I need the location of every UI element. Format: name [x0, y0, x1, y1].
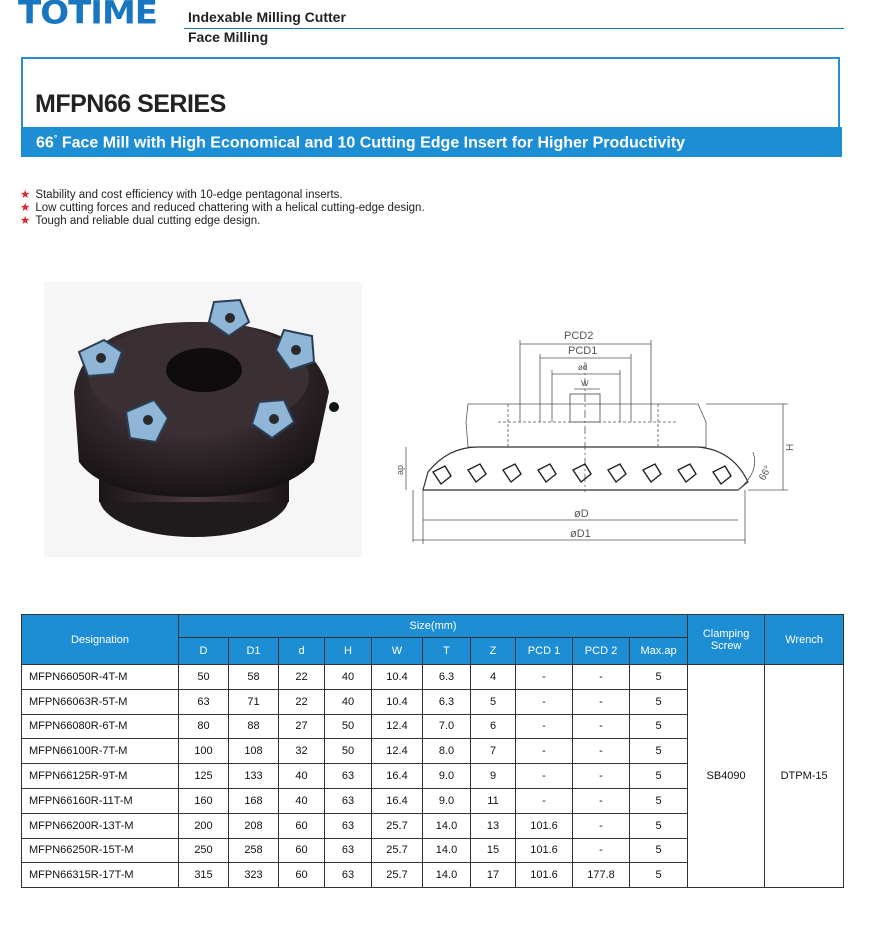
size-cell: 9.0: [423, 764, 471, 789]
brand-divider: [184, 28, 844, 29]
designation-cell: MFPN66315R-17T-M: [22, 863, 179, 888]
size-cell: 60: [279, 813, 325, 838]
size-cell: 9.0: [423, 788, 471, 813]
wrench-cell: DTPM-15: [765, 665, 844, 888]
col-header: Max.ap: [630, 638, 688, 665]
size-cell: 63: [325, 813, 372, 838]
size-cell: -: [516, 689, 573, 714]
size-cell: -: [573, 813, 630, 838]
size-cell: 7.0: [423, 714, 471, 739]
size-cell: 58: [229, 665, 279, 690]
angle-label: 66°: [757, 463, 775, 483]
D1-label: øD1: [570, 528, 591, 540]
size-cell: 63: [325, 764, 372, 789]
size-cell: -: [516, 788, 573, 813]
size-cell: 258: [229, 838, 279, 863]
size-cell: -: [573, 689, 630, 714]
size-cell: 63: [325, 788, 372, 813]
col-header: d: [279, 638, 325, 665]
designation-cell: MFPN66080R-6T-M: [22, 714, 179, 739]
col-header: H: [325, 638, 372, 665]
size-cell: -: [573, 764, 630, 789]
size-cell: 315: [179, 863, 229, 888]
feature-text: Low cutting forces and reduced chattering with a helical cutting-edge design.: [35, 202, 425, 214]
size-cell: 5: [630, 739, 688, 764]
feature-text: Tough and reliable dual cutting edge design.: [35, 215, 261, 227]
size-cell: -: [516, 714, 573, 739]
size-cell: -: [573, 714, 630, 739]
size-cell: 50: [179, 665, 229, 690]
size-cell: 100: [179, 739, 229, 764]
size-cell: 88: [229, 714, 279, 739]
size-cell: 6: [471, 714, 516, 739]
w-label: W: [581, 379, 589, 388]
size-cell: 12.4: [372, 739, 423, 764]
series-subtitle: 66° Face Mill with High Economical and 10 Cutting Edge Insert for Higher Productivity: [36, 133, 686, 152]
brand-line-1: Indexable Milling Cutter: [188, 9, 346, 25]
h-label: H: [785, 443, 796, 451]
size-cell: 40: [279, 764, 325, 789]
size-cell: -: [573, 739, 630, 764]
size-cell: -: [573, 838, 630, 863]
size-cell: 5: [630, 838, 688, 863]
series-subtitle-text: Face Mill with High Economical and 10 Cutting Edge Insert for Higher Productivity: [57, 134, 686, 152]
size-cell: 15: [471, 838, 516, 863]
pcd2-label: PCD2: [564, 330, 594, 342]
size-cell: 60: [279, 838, 325, 863]
size-cell: 108: [229, 739, 279, 764]
size-cell: 63: [179, 689, 229, 714]
technical-drawing: [388, 322, 808, 552]
size-cell: 8.0: [423, 739, 471, 764]
size-cell: 22: [279, 665, 325, 690]
size-cell: -: [573, 788, 630, 813]
size-cell: 10.4: [372, 689, 423, 714]
designation-cell: MFPN66125R-9T-M: [22, 764, 179, 789]
size-cell: 10.4: [372, 665, 423, 690]
series-angle: 66: [36, 134, 54, 152]
clamping-header: Clamping Screw: [688, 615, 765, 665]
wrench-header: Wrench: [765, 615, 844, 665]
size-header: Size(mm): [179, 615, 688, 638]
spec-table-body: [22, 665, 844, 888]
size-cell: 80: [179, 714, 229, 739]
feature-item: [20, 189, 425, 202]
size-cell: 22: [279, 689, 325, 714]
brand-logo: TOTIME: [18, 0, 157, 32]
product-photo: [44, 282, 362, 557]
size-cell: 7: [471, 739, 516, 764]
star-icon: ★: [20, 189, 31, 201]
D-label: øD: [574, 508, 589, 520]
clamping-screw-cell: SB4090: [688, 665, 765, 888]
col-header: D: [179, 638, 229, 665]
size-cell: 25.7: [372, 813, 423, 838]
size-cell: 60: [279, 863, 325, 888]
col-header: T: [423, 638, 471, 665]
size-cell: -: [516, 764, 573, 789]
col-header: PCD 2: [573, 638, 630, 665]
designation-cell: MFPN66200R-13T-M: [22, 813, 179, 838]
d-label: ød: [578, 363, 588, 372]
feature-text: Stability and cost efficiency with 10-edge pentagonal inserts.: [35, 189, 343, 201]
series-title: MFPN66 SERIES: [35, 90, 226, 118]
size-cell: -: [573, 665, 630, 690]
designation-cell: MFPN66160R-11T-M: [22, 788, 179, 813]
size-cell: 27: [279, 714, 325, 739]
size-cell: -: [516, 739, 573, 764]
designation-cell: MFPN66100R-7T-M: [22, 739, 179, 764]
size-cell: 13: [471, 813, 516, 838]
star-icon: ★: [20, 215, 31, 227]
size-cell: -: [516, 665, 573, 690]
pcd1-label: PCD1: [568, 345, 598, 357]
size-cell: 200: [179, 813, 229, 838]
size-cell: 5: [471, 689, 516, 714]
size-cell: 323: [229, 863, 279, 888]
col-header: W: [372, 638, 423, 665]
size-cell: 14.0: [423, 813, 471, 838]
size-cell: 168: [229, 788, 279, 813]
size-cell: 40: [325, 689, 372, 714]
size-cell: 25.7: [372, 863, 423, 888]
size-cell: 101.6: [516, 863, 573, 888]
size-cell: 50: [325, 739, 372, 764]
size-cell: 16.4: [372, 788, 423, 813]
brand-line-2: Face Milling: [188, 29, 269, 45]
spec-table: [21, 614, 844, 888]
size-cell: 9: [471, 764, 516, 789]
size-cell: 6.3: [423, 689, 471, 714]
designation-cell: MFPN66050R-4T-M: [22, 665, 179, 690]
size-cell: 5: [630, 764, 688, 789]
designation-cell: MFPN66250R-15T-M: [22, 838, 179, 863]
feature-item: [20, 215, 425, 228]
size-cell: 5: [630, 689, 688, 714]
size-cell: 63: [325, 838, 372, 863]
designation-cell: MFPN66063R-5T-M: [22, 689, 179, 714]
size-cell: 177.8: [573, 863, 630, 888]
size-cell: 32: [279, 739, 325, 764]
col-header: PCD 1: [516, 638, 573, 665]
size-cell: 250: [179, 838, 229, 863]
size-cell: 14.0: [423, 838, 471, 863]
size-cell: 208: [229, 813, 279, 838]
feature-item: [20, 202, 425, 215]
size-cell: 16.4: [372, 764, 423, 789]
size-cell: 4: [471, 665, 516, 690]
size-cell: 50: [325, 714, 372, 739]
size-cell: 71: [229, 689, 279, 714]
size-cell: 160: [179, 788, 229, 813]
size-cell: 40: [279, 788, 325, 813]
size-cell: 12.4: [372, 714, 423, 739]
size-cell: 14.0: [423, 863, 471, 888]
size-cell: 5: [630, 788, 688, 813]
size-cell: 125: [179, 764, 229, 789]
brand-header: [18, 0, 848, 45]
size-cell: 101.6: [516, 838, 573, 863]
feature-list: [20, 189, 425, 228]
size-cell: 17: [471, 863, 516, 888]
size-cell: 133: [229, 764, 279, 789]
size-cell: 5: [630, 813, 688, 838]
size-cell: 25.7: [372, 838, 423, 863]
size-cell: 11: [471, 788, 516, 813]
designation-header: Designation: [22, 615, 179, 665]
col-header: D1: [229, 638, 279, 665]
size-cell: 5: [630, 665, 688, 690]
size-cell: 40: [325, 665, 372, 690]
size-cell: 5: [630, 714, 688, 739]
size-cell: 63: [325, 863, 372, 888]
star-icon: ★: [20, 202, 31, 214]
size-cell: 101.6: [516, 813, 573, 838]
ap-label: ap: [395, 464, 405, 475]
size-cell: 6.3: [423, 665, 471, 690]
table-row: [22, 665, 844, 690]
size-cell: 5: [630, 863, 688, 888]
col-header: Z: [471, 638, 516, 665]
